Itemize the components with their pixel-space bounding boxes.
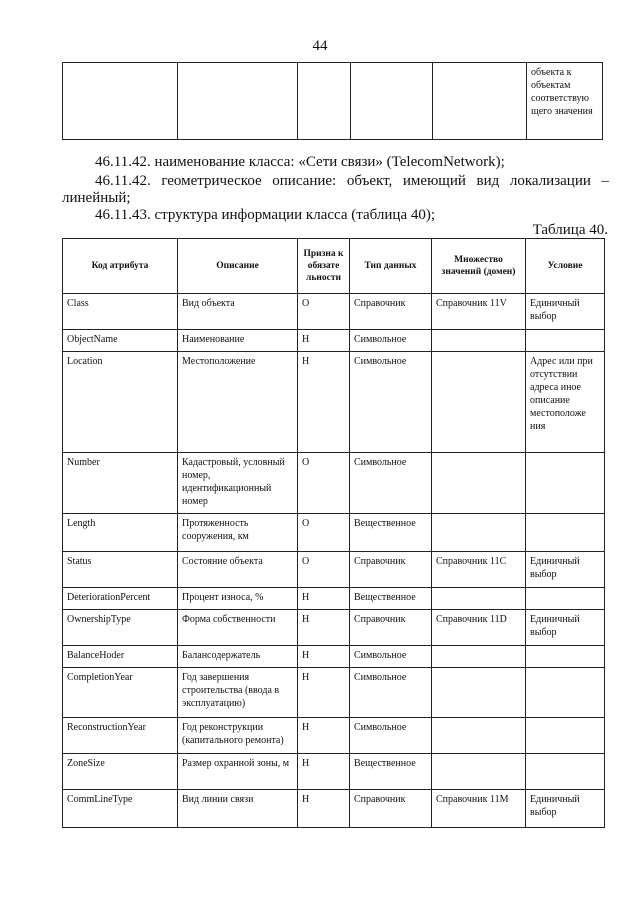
table-cell — [432, 668, 526, 718]
table-cell: Справочник 11С — [432, 552, 526, 588]
table-cell: Status — [63, 552, 178, 588]
table-cell — [432, 588, 526, 610]
table-cell: Class — [63, 294, 178, 330]
table-cell: DeteriorationPercent — [63, 588, 178, 610]
table-cell: Символьное — [350, 668, 432, 718]
table-cell — [432, 754, 526, 790]
table-cell: ZoneSize — [63, 754, 178, 790]
table-cell: О — [298, 453, 350, 514]
table-cell: Н — [298, 588, 350, 610]
table-row — [63, 352, 605, 453]
table-cell: Единичный выбор — [526, 610, 605, 646]
table-cell: Вещественное — [350, 514, 432, 552]
table-cell — [178, 63, 298, 140]
table-cell: Вещественное — [350, 588, 432, 610]
table-row — [63, 514, 605, 552]
table-row — [63, 668, 605, 718]
table-cell — [432, 514, 526, 552]
table-cell: объекта к объектам соответствую щего значения — [527, 63, 603, 140]
table-row — [63, 790, 605, 828]
table-cell: Размер охранной зоны, м — [178, 754, 298, 790]
table-row — [63, 453, 605, 514]
table-cell: Символьное — [350, 646, 432, 668]
table-cell — [526, 330, 605, 352]
table-cell: Справочник 11D — [432, 610, 526, 646]
paragraph-structure: 46.11.43. структура информации класса (таблица 40); — [95, 207, 436, 223]
table-cell — [432, 352, 526, 453]
column-header: Код атрибута — [63, 239, 178, 294]
table-cell: Символьное — [350, 352, 432, 453]
table-cell — [351, 63, 433, 140]
table-row — [63, 330, 605, 352]
table-cell: Н — [298, 330, 350, 352]
table-cell: Балансодержатель — [178, 646, 298, 668]
paragraph-geometry: 46.11.42. геометрическое описание: объект, имеющий вид локализации – — [95, 173, 609, 189]
table-cell: Number — [63, 453, 178, 514]
table-cell: Н — [298, 646, 350, 668]
table-cell: Справочник 11V — [432, 294, 526, 330]
table-cell: OwnershipType — [63, 610, 178, 646]
table-cell: Н — [298, 790, 350, 828]
table-cell: О — [298, 514, 350, 552]
table-cell: Адрес или при отсутствии адреса иное описание местоположе ния — [526, 352, 605, 453]
table-cell: Единичный выбор — [526, 552, 605, 588]
table-cell — [432, 330, 526, 352]
table-cell: Н — [298, 718, 350, 754]
table-cell — [526, 646, 605, 668]
column-header: Призна к обязате льности — [298, 239, 350, 294]
table-cell: Форма собственности — [178, 610, 298, 646]
continuation-table — [62, 62, 603, 140]
table-cell — [432, 646, 526, 668]
table-cell: Местоположение — [178, 352, 298, 453]
table-cell: Справочник 11М — [432, 790, 526, 828]
table-cell — [526, 514, 605, 552]
table-row — [63, 646, 605, 668]
table-row — [63, 588, 605, 610]
table-cell — [526, 718, 605, 754]
table-cell: Н — [298, 668, 350, 718]
table-cell: О — [298, 294, 350, 330]
table-cell: Вещественное — [350, 754, 432, 790]
table-cell: Справочник — [350, 790, 432, 828]
table-cell: CommLineType — [63, 790, 178, 828]
table-cell: О — [298, 552, 350, 588]
table-cell: CompletionYear — [63, 668, 178, 718]
table-cell: BalanceHoder — [63, 646, 178, 668]
table-cell — [298, 63, 351, 140]
table-cell: Вид объекта — [178, 294, 298, 330]
paragraph-geometry-cont: линейный; — [62, 190, 131, 206]
column-header: Множество значений (домен) — [432, 239, 526, 294]
table-cell: Наименование — [178, 330, 298, 352]
table-cell: ObjectName — [63, 330, 178, 352]
table-header-row — [63, 239, 605, 294]
table-cell: Location — [63, 352, 178, 453]
table-cell: Вид линии связи — [178, 790, 298, 828]
table-cell: Н — [298, 352, 350, 453]
table-cell: Единичный выбор — [526, 790, 605, 828]
column-header: Описание — [178, 239, 298, 294]
attribute-table — [62, 238, 605, 828]
table-cell: Процент износа, % — [178, 588, 298, 610]
table-row — [63, 610, 605, 646]
table-cell: Справочник — [350, 552, 432, 588]
table-cell: Справочник — [350, 610, 432, 646]
table-cell — [433, 63, 527, 140]
table-cell: ReconstructionYear — [63, 718, 178, 754]
table-cell — [526, 668, 605, 718]
table-cell — [432, 718, 526, 754]
table-cell: Н — [298, 754, 350, 790]
table-cell — [63, 63, 178, 140]
column-header: Тип данных — [350, 239, 432, 294]
column-header: Условие — [526, 239, 605, 294]
table-cell: Протяженность сооружения, км — [178, 514, 298, 552]
table-cell — [526, 588, 605, 610]
paragraph-class-name: 46.11.42. наименование класса: «Сети связи» (TelecomNetwork); — [95, 154, 505, 170]
table-cell: Состояние объекта — [178, 552, 298, 588]
table-cell: Символьное — [350, 718, 432, 754]
table-caption: Таблица 40. — [532, 222, 608, 238]
table-cell: Год завершения строительства (ввода в эксплуатацию) — [178, 668, 298, 718]
table-cell — [526, 754, 605, 790]
table-cell: Символьное — [350, 453, 432, 514]
table-cell: Символьное — [350, 330, 432, 352]
table-row — [63, 294, 605, 330]
table-row — [63, 552, 605, 588]
table-cell: Кадастровый, условный номер, идентификационный номер — [178, 453, 298, 514]
table-cell: Справочник — [350, 294, 432, 330]
table-row — [63, 754, 605, 790]
table-row — [63, 63, 603, 140]
table-cell: Год реконструкции (капитального ремонта) — [178, 718, 298, 754]
table-cell — [432, 453, 526, 514]
table-cell — [526, 453, 605, 514]
table-cell: Length — [63, 514, 178, 552]
page-number: 44 — [312, 38, 328, 54]
table-cell: Н — [298, 610, 350, 646]
table-row — [63, 718, 605, 754]
table-cell: Единичный выбор — [526, 294, 605, 330]
